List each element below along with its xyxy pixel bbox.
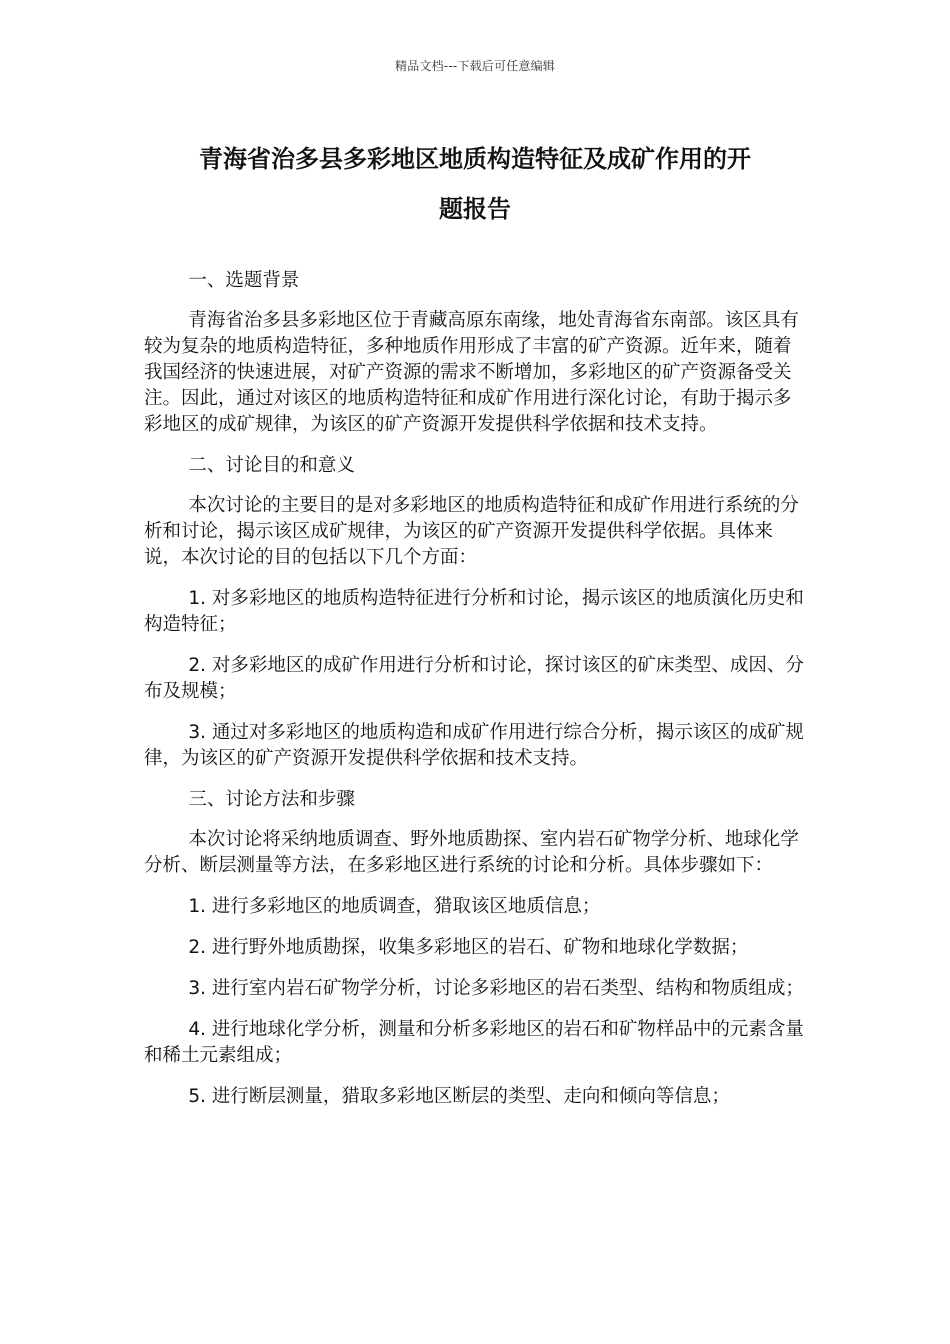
document-title-line-1: 青海省治多县多彩地区地质构造特征及成矿作用的开	[199, 145, 751, 173]
list-item-step-5: 5. 进行断层测量，猎取多彩地区断层的类型、走向和倾向等信息；	[188, 1086, 730, 1107]
list-item-purpose-1: 1. 对多彩地区的地质构造特征进行分析和讨论，揭示该区的地质演化历史和构造特征；	[144, 588, 804, 635]
paragraph-methods: 本次讨论将采纳地质调查、野外地质勘探、室内岩石矿物学分析、地球化学分析、断层测量等方法，在多彩地区进行系统的讨论和分析。具体步骤如下：	[144, 829, 799, 876]
list-item-step-1: 1. 进行多彩地区的地质调查，猎取该区地质信息；	[188, 896, 601, 917]
page-header-note: 精品文档---下载后可任意编辑	[395, 59, 555, 73]
list-item-step-2: 2. 进行野外地质勘探，收集多彩地区的岩石、矿物和地球化学数据；	[188, 937, 749, 958]
list-item-step-4: 4. 进行地球化学分析，测量和分析多彩地区的岩石和矿物样品中的元素含量和稀土元素组成；	[144, 1019, 804, 1066]
document-title-line-2: 题报告	[439, 195, 511, 223]
document-body	[144, 268, 806, 1125]
document-title	[120, 134, 830, 234]
section-heading-background: 一、选题背景	[188, 270, 300, 291]
list-item-step-3: 3. 进行室内岩石矿物学分析，讨论多彩地区的岩石类型、结构和物质组成；	[188, 978, 804, 999]
list-item-purpose-3: 3. 通过对多彩地区的地质构造和成矿作用进行综合分析，揭示该区的成矿规律，为该区的矿产资源开发提供科学依据和技术支持。	[144, 722, 804, 769]
section-heading-methods: 三、讨论方法和步骤	[188, 789, 355, 810]
paragraph-purpose: 本次讨论的主要目的是对多彩地区的地质构造特征和成矿作用进行系统的分析和讨论，揭示该区成矿规律，为该区的矿产资源开发提供科学依据。具体来说，本次讨论的目的包括以下几个方面：	[144, 495, 799, 568]
list-item-purpose-2: 2. 对多彩地区的成矿作用进行分析和讨论，探讨该区的矿床类型、成因、分布及规模；	[144, 655, 804, 702]
section-heading-purpose: 二、讨论目的和意义	[188, 455, 355, 476]
paragraph-background: 青海省治多县多彩地区位于青藏高原东南缘，地处青海省东南部。该区具有较为复杂的地质构造特征，多种地质作用形成了丰富的矿产资源。近年来，随着我国经济的快速进展，对矿产资源的需求不断增加，多彩地区的矿产资源备受关注。因此，通过对该区的地质构造特征和成矿作用进行深化讨论，有助于揭示多彩地区的成矿规律，为该区的矿产资源开发提供科学依据和技术支持。	[144, 310, 799, 435]
